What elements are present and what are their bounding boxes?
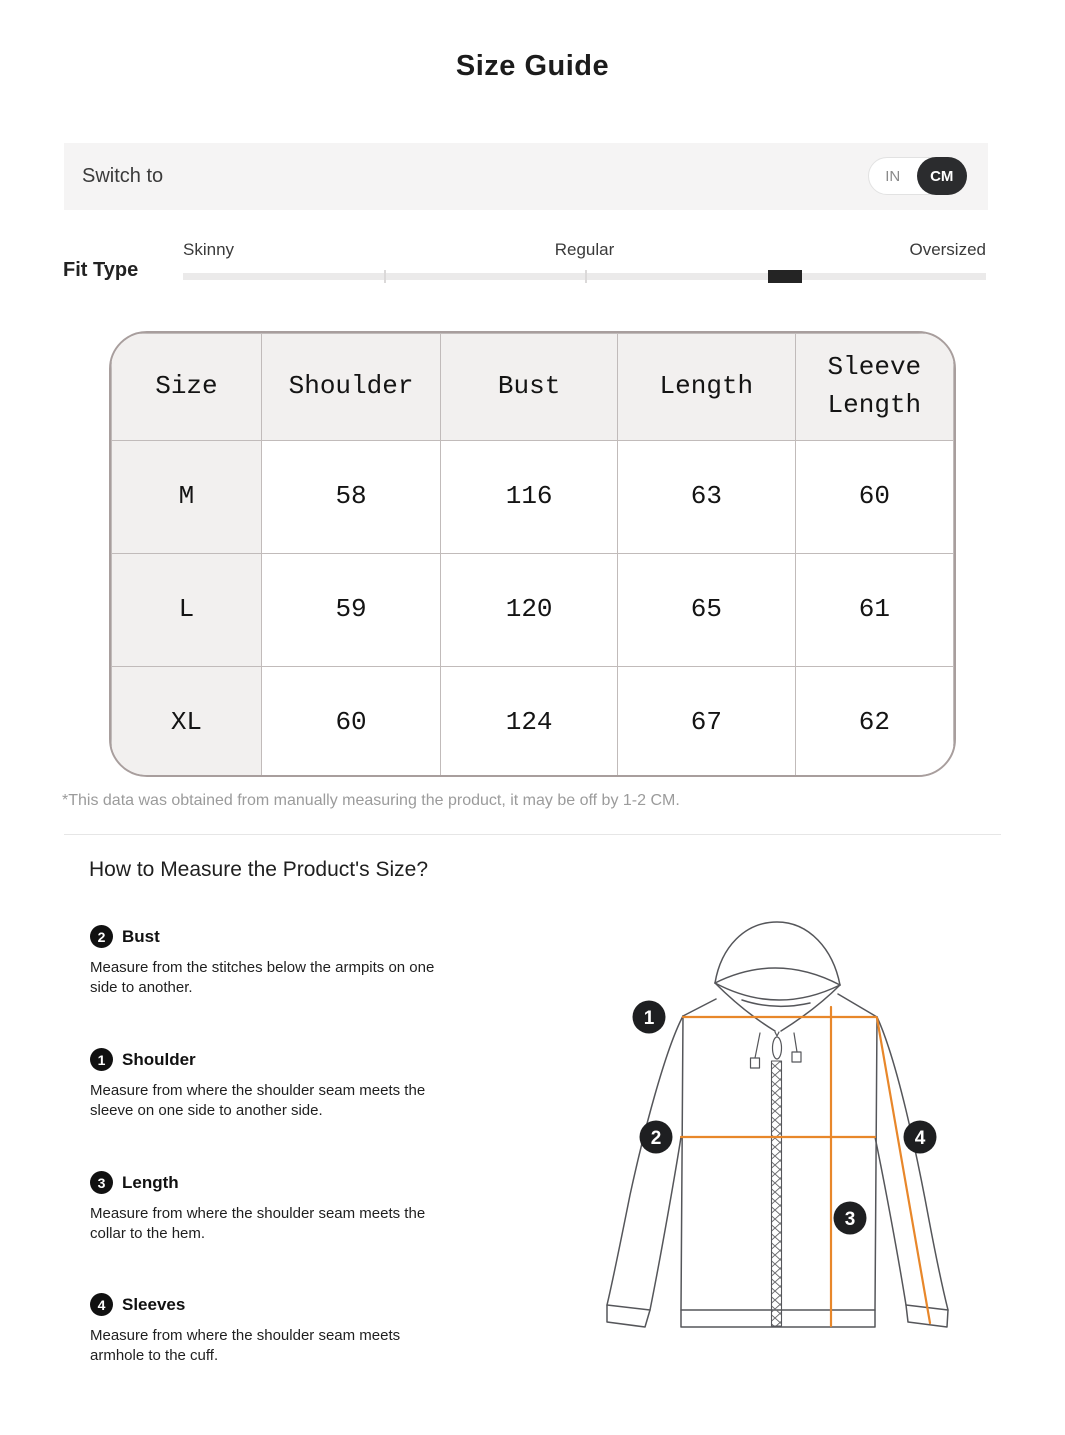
measure-item-description: Measure from where the shoulder seam meets the collar to the hem. — [90, 1205, 426, 1242]
table-row — [112, 667, 954, 778]
col-header-sleeve-length: Sleeve Length — [795, 334, 953, 441]
cell-sleeve-length: 62 — [795, 667, 953, 778]
svg-text:2: 2 — [650, 1128, 662, 1149]
step-number-badge: 1 — [90, 1048, 113, 1071]
table-row — [112, 554, 954, 667]
svg-text:4: 4 — [914, 1128, 926, 1149]
measure-item-label: Sleeves — [122, 1294, 186, 1314]
unit-option-in[interactable]: IN — [885, 167, 901, 185]
cell-size: XL — [112, 667, 262, 778]
cell-bust: 120 — [441, 554, 618, 667]
how-to-measure-heading: How to Measure the Product's Size? — [89, 858, 429, 881]
step-number-badge: 3 — [90, 1171, 113, 1194]
slider-tick-25 — [384, 270, 386, 283]
col-header-size: Size — [112, 334, 262, 441]
step-number-badge: 4 — [90, 1293, 113, 1316]
measure-item-description: Measure from where the shoulder seam meets the sleeve on one side to another side. — [90, 1082, 426, 1119]
unit-switch-bar — [64, 143, 988, 210]
unit-toggle[interactable] — [868, 157, 967, 195]
unit-option-cm[interactable]: CM — [917, 157, 967, 195]
measure-item-description: Measure from the stitches below the armpits on one side to another. — [90, 959, 435, 996]
cell-length: 65 — [618, 554, 796, 667]
fit-option-regular: Regular — [554, 240, 615, 259]
measurement-lines — [681, 1007, 930, 1326]
garment-diagram — [585, 895, 1065, 1340]
measure-item-label: Length — [122, 1172, 179, 1192]
cell-sleeve-length: 61 — [795, 554, 953, 667]
fit-type-options — [183, 240, 986, 260]
col-header-bust: Bust — [441, 334, 618, 441]
cell-shoulder: 59 — [261, 554, 440, 667]
cell-length: 63 — [618, 441, 796, 554]
table-row — [112, 441, 954, 554]
svg-text:3: 3 — [844, 1209, 856, 1230]
measure-item-length — [90, 1171, 442, 1244]
measure-item-description: Measure from where the shoulder seam meets armhole to the cuff. — [90, 1327, 401, 1364]
cell-bust: 116 — [441, 441, 618, 554]
cell-sleeve-length: 60 — [795, 441, 953, 554]
cell-shoulder: 58 — [261, 441, 440, 554]
page-title: Size Guide — [455, 50, 610, 82]
fit-option-skinny: Skinny — [183, 240, 235, 259]
measure-item-bust — [90, 925, 442, 998]
fit-option-oversized: Oversized — [909, 240, 986, 259]
cell-size: M — [112, 441, 262, 554]
switch-to-label: Switch to — [82, 165, 164, 187]
measure-item-shoulder — [90, 1048, 442, 1121]
measurement-disclaimer: *This data was obtained from manually measuring the product, it may be off by 1-2 CM. — [62, 792, 680, 809]
col-header-shoulder: Shoulder — [261, 334, 440, 441]
col-header-length: Length — [618, 334, 796, 441]
fit-type-slider[interactable] — [183, 273, 986, 280]
fit-type-slider-handle[interactable] — [768, 270, 802, 283]
section-divider — [64, 834, 1001, 835]
sleeve-measure-line — [877, 1018, 930, 1323]
cell-size: L — [112, 554, 262, 667]
cell-bust: 124 — [441, 667, 618, 778]
slider-tick-50 — [585, 270, 587, 283]
step-number-badge: 2 — [90, 925, 113, 948]
table-header-row — [112, 334, 954, 441]
size-table — [109, 331, 956, 777]
cell-shoulder: 60 — [261, 667, 440, 778]
cell-length: 67 — [618, 667, 796, 778]
measure-item-label: Shoulder — [122, 1049, 196, 1069]
fit-type-label: Fit Type — [63, 259, 139, 281]
svg-text:1: 1 — [643, 1008, 655, 1029]
measure-item-sleeves — [90, 1293, 442, 1366]
diagram-markers — [633, 1001, 937, 1235]
measure-item-label: Bust — [122, 926, 160, 946]
